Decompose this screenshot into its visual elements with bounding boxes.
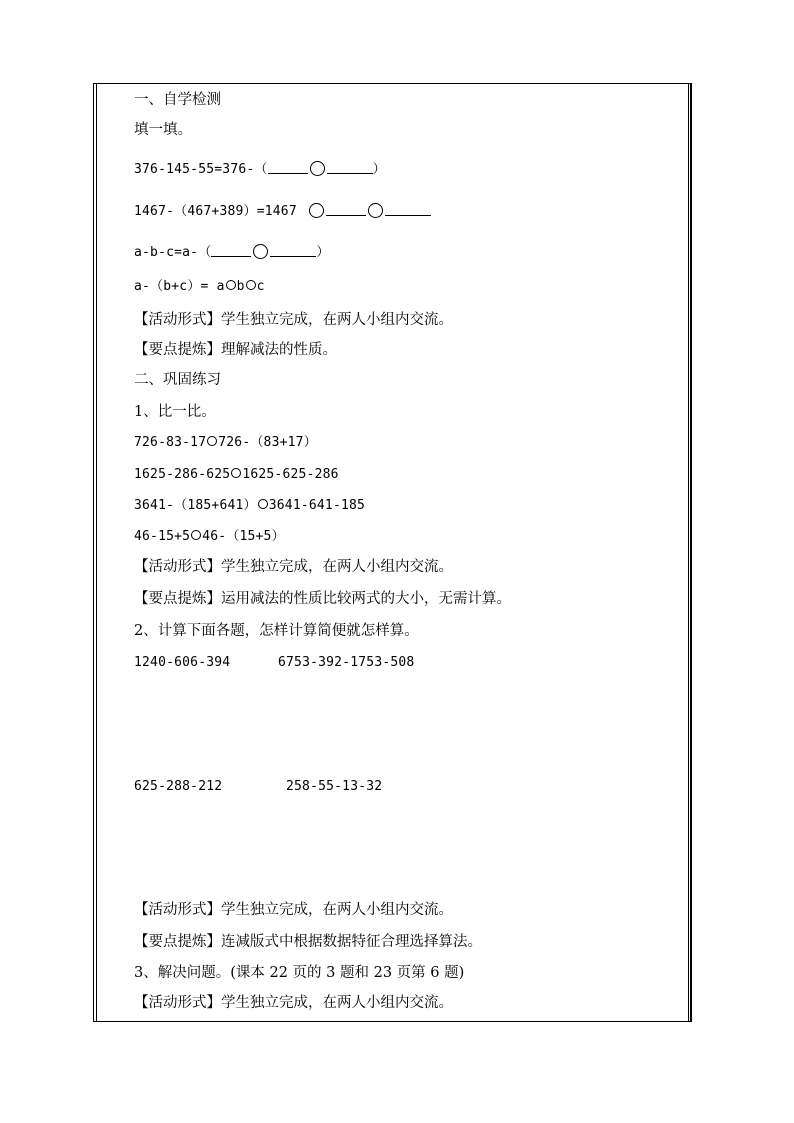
compare-right: 726-（83+17） — [218, 435, 317, 450]
frame-bottom-border — [93, 1021, 692, 1022]
answer-blank[interactable] — [326, 202, 366, 216]
activity-text: 学生独立完成，在两人小组内交流。 — [221, 312, 453, 328]
compare-left: 46-15+5 — [134, 529, 191, 544]
key-point-label: 【要点提炼】 — [134, 591, 221, 607]
answer-blank[interactable] — [268, 160, 308, 174]
compare-left: 726-83-17 — [134, 435, 207, 450]
activity-label: 【活动形式】 — [134, 559, 221, 575]
section1-activity — [134, 310, 453, 330]
section1-key-point — [134, 340, 337, 360]
activity-label: 【活动形式】 — [134, 995, 221, 1011]
activity-label: 【活动形式】 — [134, 902, 221, 918]
eq1-right: ） — [372, 162, 386, 177]
question2-activity — [134, 900, 453, 920]
answer-blank[interactable] — [327, 160, 373, 174]
key-point-label: 【要点提炼】 — [134, 342, 221, 358]
frame-right-border — [690, 83, 692, 1022]
compare-circle[interactable] — [231, 468, 241, 478]
question1-title: 1、比一比。 — [134, 404, 216, 420]
key-point-label: 【要点提炼】 — [134, 934, 221, 950]
eq4-part2: b — [236, 279, 245, 294]
fill-equation-1 — [134, 160, 386, 180]
compare-left: 1625-286-625 — [134, 467, 231, 482]
operator-circle[interactable] — [246, 280, 256, 290]
compare-row — [134, 433, 317, 453]
key-point-text: 连减版式中根据数据特征合理选择算法。 — [221, 934, 482, 950]
compare-left: 3641-（185+641） — [134, 498, 257, 513]
activity-text: 学生独立完成，在两人小组内交流。 — [221, 995, 453, 1011]
compare-right: 3641-641-185 — [268, 498, 366, 513]
section1-heading: 一、自学检测 — [134, 92, 221, 108]
frame-left-inner-border — [96, 83, 97, 1022]
operator-circle[interactable] — [309, 203, 324, 218]
frame-right-inner-border — [688, 83, 689, 1022]
calc-expression: 258-55-13-32 — [286, 779, 383, 794]
question2-title: 2、计算下面各题，怎样计算简便就怎样算。 — [134, 623, 419, 639]
answer-blank[interactable] — [211, 243, 251, 257]
operator-circle[interactable] — [226, 280, 236, 290]
frame-left-border — [93, 83, 94, 1022]
calc-row — [134, 777, 382, 797]
question3-activity — [134, 993, 453, 1013]
eq3-left: a-b-c=a-（ — [134, 245, 212, 260]
compare-right: 1625-625-286 — [242, 467, 339, 482]
compare-circle[interactable] — [191, 530, 201, 540]
eq2-left: 1467-（467+389）=1467 — [134, 204, 297, 219]
operator-circle[interactable] — [310, 161, 325, 176]
compare-circle[interactable] — [207, 436, 217, 446]
eq1-left: 376-145-55=376-（ — [134, 162, 268, 177]
activity-text: 学生独立完成，在两人小组内交流。 — [221, 902, 453, 918]
section2-heading: 二、巩固练习 — [134, 372, 221, 388]
frame-top-border — [93, 83, 692, 84]
eq3-right: ） — [316, 245, 330, 260]
compare-row — [134, 496, 365, 516]
fill-equation-2 — [134, 202, 431, 222]
compare-row — [134, 527, 285, 547]
fill-equation-4 — [134, 277, 265, 297]
question1-activity — [134, 557, 453, 577]
calc-expression: 1240-606-394 — [134, 655, 231, 670]
answer-blank[interactable] — [270, 243, 316, 257]
calc-expression: 625-288-212 — [134, 779, 223, 794]
question3-title: 3、解决问题。(课本 22 页的 3 题和 23 页第 6 题) — [134, 965, 465, 981]
key-point-text: 理解减法的性质。 — [221, 342, 337, 358]
key-point-text: 运用减法的性质比较两式的大小，无需计算。 — [221, 591, 511, 607]
question1-key-point — [134, 589, 511, 609]
activity-label: 【活动形式】 — [134, 312, 221, 328]
page-frame — [93, 83, 692, 1022]
section1-instruction: 填一填。 — [134, 122, 192, 138]
activity-text: 学生独立完成，在两人小组内交流。 — [221, 559, 453, 575]
compare-row — [134, 465, 339, 485]
compare-circle[interactable] — [258, 499, 268, 509]
operator-circle[interactable] — [253, 244, 268, 259]
calc-expression: 6753-392-1753-508 — [278, 655, 415, 670]
fill-equation-3 — [134, 243, 330, 263]
compare-right: 46-（15+5） — [202, 529, 285, 544]
eq4-part3: c — [256, 279, 265, 294]
eq4-part1: a-（b+c）= a — [134, 279, 225, 294]
operator-circle[interactable] — [368, 203, 383, 218]
calc-row — [134, 653, 414, 673]
question2-key-point — [134, 932, 482, 952]
answer-blank[interactable] — [385, 202, 431, 216]
